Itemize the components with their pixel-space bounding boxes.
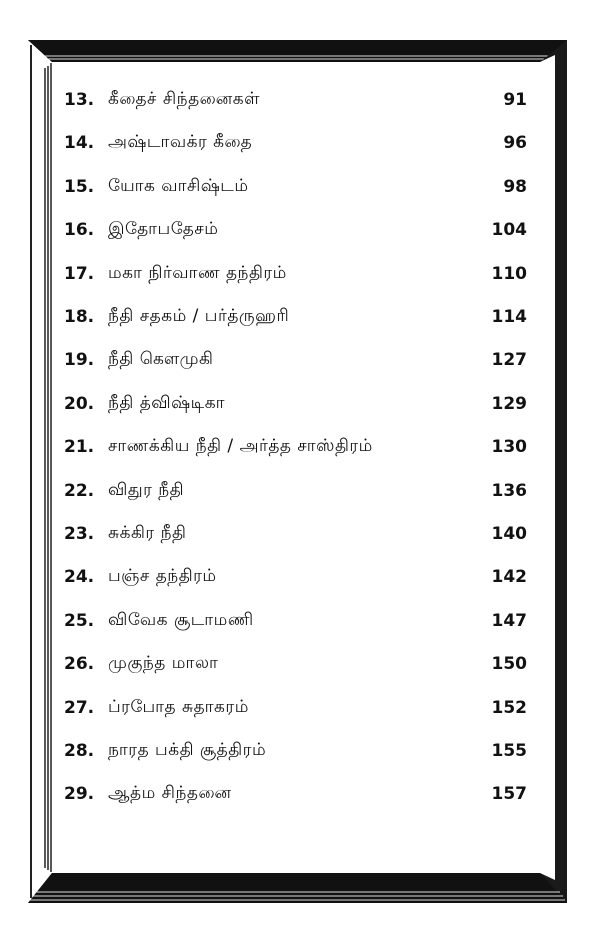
- entry-number: 24.: [64, 567, 95, 588]
- entry-number: 21.: [64, 437, 95, 458]
- entry-page-number: 147: [491, 610, 527, 631]
- entry-number: 27.: [64, 697, 95, 718]
- entry-title: மகா நிர்வாண தந்திரம்: [108, 262, 287, 283]
- entry-page-number: 110: [491, 263, 527, 284]
- toc-entry: [64, 476, 527, 506]
- entry-number: 16.: [64, 220, 95, 241]
- entry-page-number: 142: [491, 567, 527, 588]
- entry-page-number: 140: [491, 524, 527, 544]
- entry-number: 18.: [64, 307, 95, 327]
- entry-title: ஆத்ம சிந்தனை: [108, 783, 232, 804]
- entry-number: 25.: [64, 610, 95, 631]
- entry-page-number: 91: [503, 90, 527, 110]
- toc-entry: [64, 432, 527, 462]
- toc-entry: [64, 606, 527, 636]
- entry-page-number: 136: [491, 480, 527, 501]
- toc-entry: [64, 172, 527, 202]
- entry-number: 23.: [64, 524, 95, 544]
- entry-number: 29.: [64, 784, 95, 805]
- entry-title: முகுந்த மாலா: [108, 653, 219, 674]
- toc-entry: [64, 259, 527, 289]
- entry-page-number: 157: [491, 784, 527, 805]
- toc-entry: [64, 128, 527, 158]
- toc-entry: [64, 345, 527, 375]
- entry-number: 14.: [64, 133, 95, 154]
- entry-number: 17.: [64, 263, 95, 284]
- entry-title: கீதைச் சிந்தனைகள்: [108, 89, 260, 109]
- table-of-contents: [52, 62, 540, 873]
- entry-title: விவேக சூடாமணி: [108, 609, 254, 630]
- entry-title: நீதி சதகம் / பர்த்ருஹரி: [108, 306, 290, 326]
- toc-entry: [64, 389, 527, 419]
- toc-entry: [64, 649, 527, 679]
- toc-entry: [64, 562, 527, 592]
- entry-title: நீதி கௌமுகி: [108, 349, 214, 370]
- entry-page-number: 152: [491, 697, 527, 718]
- entry-title: அஷ்டாவக்ர கீதை: [108, 132, 253, 153]
- toc-entry: [64, 736, 527, 766]
- entry-number: 15.: [64, 176, 95, 197]
- entry-title: சுக்கிர நீதி: [108, 523, 187, 543]
- entry-number: 22.: [64, 480, 95, 501]
- entry-title: இதோபதேசம்: [108, 219, 219, 240]
- entry-title: பஞ்ச தந்திரம்: [108, 566, 217, 587]
- toc-entry: [64, 779, 527, 809]
- entry-page-number: 129: [491, 393, 527, 414]
- entry-number: 20.: [64, 393, 95, 414]
- toc-entry: [64, 215, 527, 245]
- entry-number: 13.: [64, 90, 95, 110]
- entry-number: 19.: [64, 350, 95, 371]
- entry-page-number: 130: [491, 437, 527, 458]
- entry-page-number: 150: [491, 654, 527, 675]
- entry-title: சாணக்கிய நீதி / அர்த்த சாஸ்திரம்: [108, 436, 373, 457]
- entry-page-number: 114: [491, 307, 527, 327]
- toc-entry: [64, 302, 527, 332]
- entry-page-number: 127: [491, 350, 527, 371]
- entry-page-number: 104: [491, 220, 527, 241]
- entry-title: நீதி த்விஷ்டிகா: [108, 392, 225, 413]
- entry-title: விதுர நீதி: [108, 479, 185, 500]
- entry-page-number: 96: [503, 133, 527, 154]
- entry-title: ப்ரபோத சுதாகரம்: [108, 696, 249, 717]
- toc-entry: [64, 693, 527, 723]
- entry-title: யோக வாசிஷ்டம்: [108, 175, 249, 196]
- toc-entry: [64, 519, 527, 549]
- entry-title: நாரத பக்தி சூத்திரம்: [108, 740, 267, 760]
- entry-number: 28.: [64, 741, 95, 761]
- entry-number: 26.: [64, 654, 95, 675]
- toc-entry: [64, 85, 527, 115]
- entry-page-number: 155: [491, 741, 527, 761]
- entry-page-number: 98: [503, 176, 527, 197]
